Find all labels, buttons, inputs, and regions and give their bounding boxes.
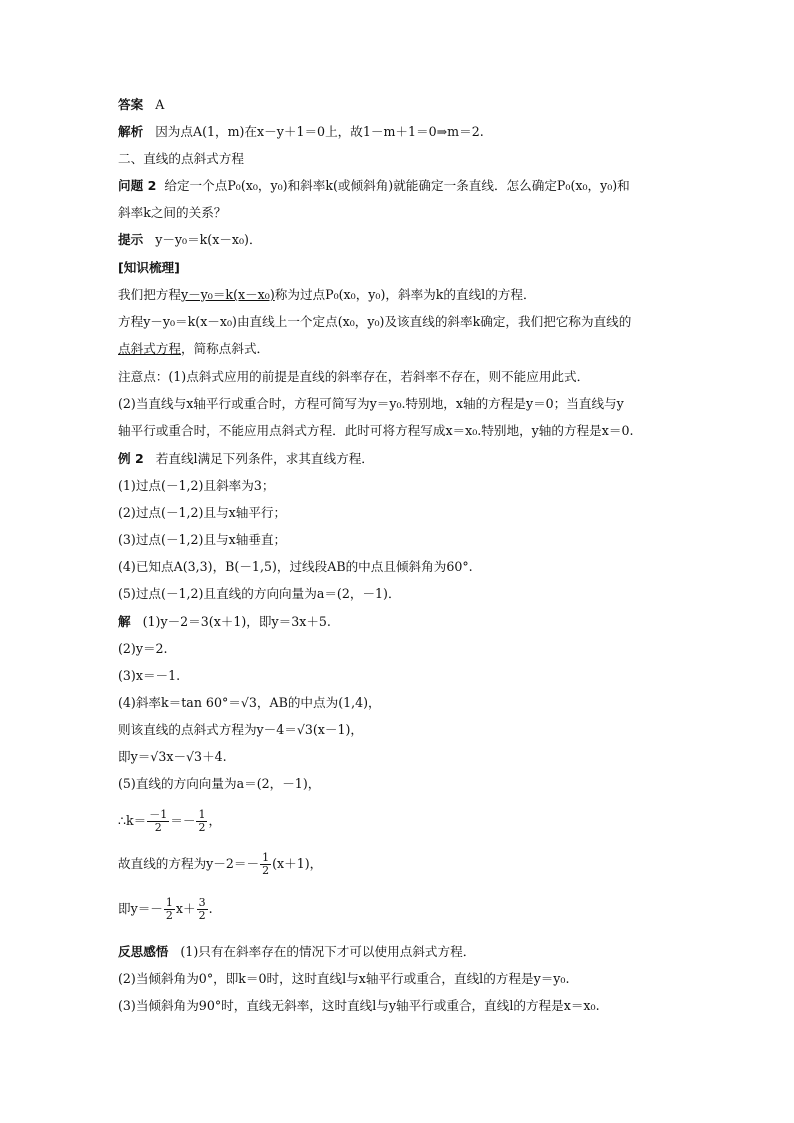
notes-line1: 注意点：(1)点斜式应用的前提是直线的斜率存在，若斜率不存在，则不能应用此式．	[118, 369, 590, 384]
s5b-end: ，	[208, 813, 222, 828]
s5d-pre: 即y＝－	[118, 901, 163, 916]
s5c-end: (x＋1)，	[272, 856, 323, 871]
reflection-label: 反思感悟	[118, 944, 169, 959]
example2-cond-3: (3)过点(－1,2)且与x轴垂直；	[118, 532, 287, 547]
example2-intro: 若直线l满足下列条件，求其直线方程．	[155, 451, 374, 466]
s5b-pre: ∴k＝	[118, 813, 147, 828]
answer-line	[118, 96, 680, 114]
s5d-mid: x＋	[175, 901, 196, 916]
knowledge-l1-a: 我们把方程	[118, 287, 181, 302]
fraction-1-num: －1	[149, 808, 168, 821]
s5c-pre: 故直线的方程为y－2＝－	[118, 856, 260, 871]
fraction-4-num: 1	[165, 896, 173, 909]
s5b-mid: ＝－	[170, 813, 196, 828]
knowledge-l3-underline: 点斜式方程	[118, 341, 181, 356]
question2-line1	[118, 177, 680, 195]
example2-label: 例 2	[118, 451, 144, 466]
knowledge-title: [知识梳理]	[118, 260, 180, 275]
section2-title: 二、直线的点斜式方程	[118, 151, 244, 166]
hint-label: 提示	[118, 232, 144, 247]
solution-s3: (3)x＝－1.	[118, 668, 181, 683]
example2-cond-5: (5)过点(－1,2)且直线的方向向量为a＝(2，－1)．	[118, 586, 401, 601]
notes-line3: 轴平行或重合时，不能应用点斜式方程．此时可将方程写成x＝x₀.特别地，y轴的方程是x＝0.	[118, 423, 634, 438]
analysis-line	[118, 123, 680, 141]
fraction-4-den: 2	[165, 909, 173, 922]
solution-s4c: 即y＝√3x－√3＋4.	[118, 749, 227, 764]
reflection-r1: (1)只有在斜率存在的情况下才可以使用点斜式方程．	[180, 944, 476, 959]
example2-cond-2: (2)过点(－1,2)且与x轴平行；	[118, 505, 287, 520]
solution-s2: (2)y＝2.	[118, 641, 168, 656]
answer-label: 答案	[118, 97, 144, 112]
example2-line	[118, 450, 680, 468]
fraction-4	[164, 897, 175, 922]
example2-cond-4: (4)已知点A(3,3)，B(－1,5)，过线段AB的中点且倾斜角为60°.	[118, 559, 473, 574]
knowledge-l1-underline: y－y₀＝k(x－x₀)	[180, 287, 275, 302]
solution-line1	[118, 613, 680, 631]
analysis-label: 解析	[118, 124, 144, 139]
answer-value: A	[155, 97, 165, 112]
solution-s5b	[118, 805, 680, 837]
fraction-3	[260, 852, 271, 877]
fraction-3-num: 1	[262, 851, 270, 864]
solution-s5c	[118, 848, 680, 880]
hint-line	[118, 231, 680, 249]
fraction-5-num: 3	[198, 896, 206, 909]
fraction-1-den: 2	[154, 821, 162, 834]
example2-cond-1: (1)过点(－1,2)且斜率为3；	[118, 478, 275, 493]
fraction-5	[197, 897, 208, 922]
solution-s4a: (4)斜率k＝tan 60°＝√3，AB的中点为(1,4)，	[118, 695, 381, 710]
solution-s5d	[118, 893, 680, 925]
knowledge-line1	[118, 286, 680, 304]
notes-line2: (2)当直线与x轴平行或重合时，方程可简写为y＝y₀.特别地，x轴的方程是y＝0；当直线与y	[118, 396, 624, 411]
fraction-3-den: 2	[262, 864, 270, 877]
fraction-1	[147, 809, 169, 834]
question2-line2: 斜率k之间的关系？	[118, 205, 227, 220]
solution-s1: (1)y－2＝3(x＋1)，即y＝3x＋5.	[142, 614, 331, 629]
knowledge-l1-b: 称为过点P₀(x₀，y₀)，斜率为k的直线l的方程．	[274, 287, 536, 302]
analysis-text: 因为点A(1，m)在x－y＋1＝0上，故1－m＋1＝0⇒m＝2.	[155, 124, 484, 139]
reflection-r3: (3)当倾斜角为90°时，直线无斜率，这时直线l与y轴平行或重合，直线l的方程是x＝x₀.	[118, 998, 600, 1013]
knowledge-l3-b: ，简称点斜式．	[180, 341, 270, 356]
knowledge-line2: 方程y－y₀＝k(x－x₀)由直线上一个定点(x₀，y₀)及该直线的斜率k确定，我们把它称为直线的	[118, 314, 632, 329]
solution-s4b: 则该直线的点斜式方程为y－4＝√3(x－1)，	[118, 722, 364, 737]
reflection-line1	[118, 943, 680, 961]
fraction-2-num: 1	[198, 808, 206, 821]
hint-text: y－y₀＝k(x－x₀)．	[155, 232, 262, 247]
reflection-r2: (2)当倾斜角为0°，即k＝0时，这时直线l与x轴平行或重合，直线l的方程是y＝y₀.	[118, 971, 570, 986]
solution-s5a: (5)直线的方向向量为a＝(2，－1)，	[118, 776, 321, 791]
fraction-2	[196, 809, 207, 834]
s5d-end: .	[208, 901, 213, 916]
question2-label: 问题 2	[118, 178, 157, 193]
solution-label: 解	[118, 614, 131, 629]
question2-text1: 给定一个点P₀(x₀，y₀)和斜率k(或倾斜角)就能确定一条直线．怎么确定P₀(x₀，y₀)和	[164, 178, 630, 193]
fraction-5-den: 2	[198, 909, 206, 922]
knowledge-line3	[118, 340, 680, 358]
fraction-2-den: 2	[198, 821, 206, 834]
